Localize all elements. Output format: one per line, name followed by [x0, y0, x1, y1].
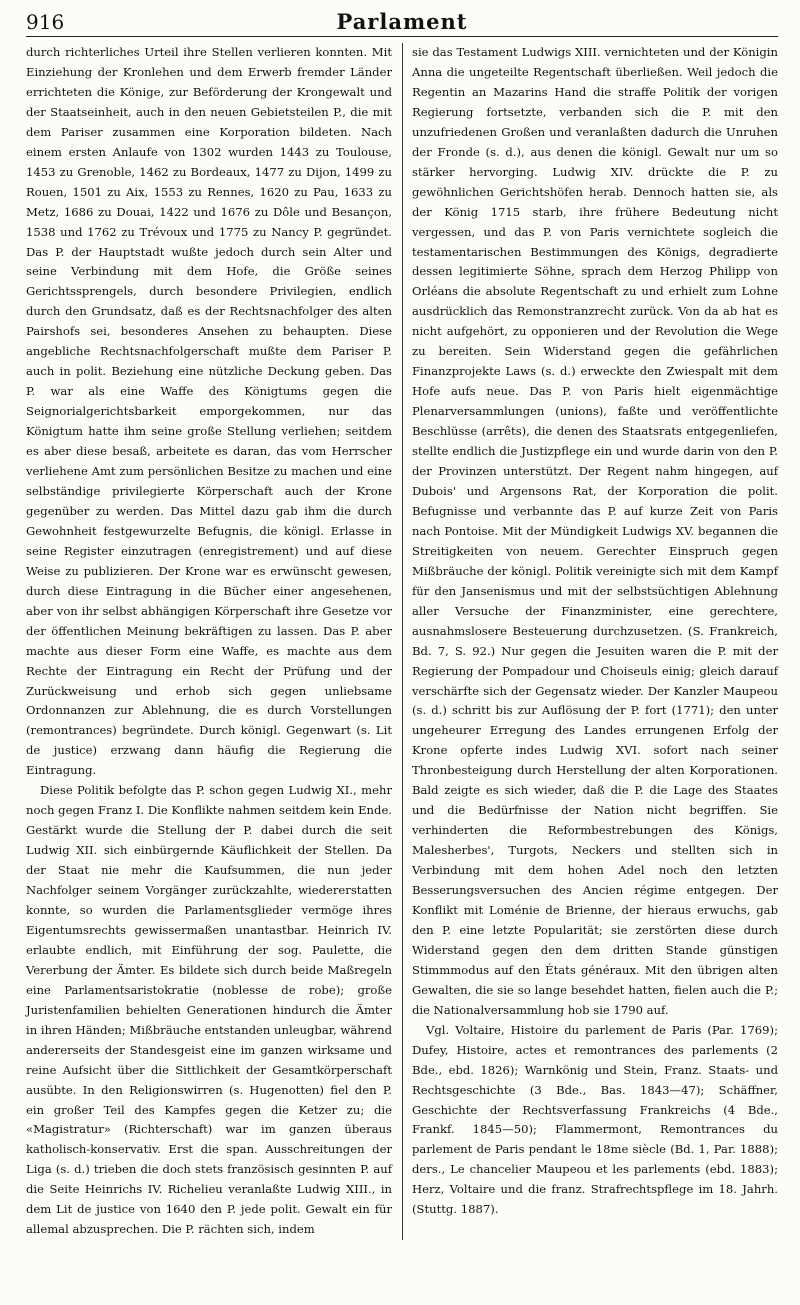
left-paragraph-2: Diese Politik befolgte das P. schon gegen Ludwig XI., mehr noch gegen Franz I. Die Konflikte nahmen seitdem kein Ende. Gestärkt wurde die Stellung der P. dabei durch die seit Ludwig XII. sich einbürgernde Käuflichkeit der Stellen. Da der Staat nie mehr die Kaufsummen, die nun jeder Nachfolger seinem Vorgänger zurückzahlte, wiedererstatten konnte, so wurden die Parlamentsglieder vermöge ihres Eigentumsrechts gewissermaßen unantastbar. Heinrich IV. erlaubte endlich, mit Einführung der sog. Paulette, die Vererbung der Ämter. Es bildete sich durch beide Maßregeln eine Parlamentsaristokratie (noblesse de robe); große Juristenfamilien behielten Generationen hindurch die Ämter in ihren Händen; Mißbräuche entstanden unleugbar, während andererseits der Standesgeist eine im ganzen wirksame und reine Aufsicht über die Sittlichkeit der Gesamtkörperschaft ausübte. In den Religionswirren (s. Hugenotten) fiel den P. ein großer Teil des Kampfes gegen die Ketzer zu; die «Magistratur» (Richterschaft) war im ganzen überaus katholisch-konservativ. Erst die span. Ausschreitungen der Liga (s. d.) trieben die doch stets französisch gesinnten P. auf die Seite Heinrichs IV. Richelieu veranlaßte Ludwig XIII., in dem Lit de justice von 1640 den P. jede polit. Gewalt ein für allemal abzusprechen. Die P. rächten sich, indem [26, 783, 392, 1237]
page-number: 916 [26, 10, 65, 34]
right-column [412, 43, 778, 1240]
running-head: Parlament [336, 9, 468, 34]
right-paragraph-1: sie das Testament Ludwigs XIII. vernichteten und der Königin Anna die ungeteilte Regentschaft überließen. Weil jedoch die Regentin an Mazarins Hand die straffe Politik der vorigen Regierung fortsetzte, verbanden sich die P. mit den unzufriedenen Großen und veranlaßten dadurch die Unruhen der Fronde (s. d.), aus denen die königl. Gewalt nur um so stärker hervorging. Ludwig XIV. drückte die P. zu gewöhnlichen Gerichtshöfen herab. Dennoch hatten sie, als der König 1715 starb, ihre frühere Bedeutung nicht vergessen, und das P. von Paris vernichtete sogleich die testamentarischen Bestimmungen des Königs, degradierte dessen legitimierte Söhne, sprach dem Herzog Philipp von Orléans die absolute Regentschaft zu und erhielt zum Lohne ausdrücklich das Remonstranzrecht zurück. Von da ab hat es nicht aufgehört, zu opponieren und der Revolution die Wege zu bereiten. Sein Widerstand gegen die gefährlichen Finanzprojekte Laws (s. d.) erweckte den Zwiespalt mit dem Hofe aufs neue. Das P. von Paris hielt eigenmächtige Plenarversammlungen (unions), faßte und veröffentlichte Beschlüsse (arrêts), die denen des Staatsrats entgegenliefen, stellte endlich die Justizpflege ein und wurde darin von den P. der Provinzen unterstützt. Der Regent nahm hingegen, auf Dubois' und Argensons Rat, der Korporation die polit. Befugnisse und verbannte das P. auf kurze Zeit von Paris nach Pontoise. Mit der Mündigkeit Ludwigs XV. begannen die Streitigkeiten von neuem. Gerechter Einspruch gegen Mißbräuche der königl. Politik vereinigte sich mit dem Kampf für den Jansenismus und mit der selbstsüchtigen Ablehnung aller Versuche der Finanzminister, eine gerechtere, ausnahmslosere Besteuerung durchzusetzen. (S. Frankreich, Bd. 7, S. 92.) Nur gegen die Jesuiten waren die P. mit der Regierung der Pompadour und Choiseuls einig; gleich darauf verschärfte sich der Gegensatz wieder. Der Kanzler Maupeou (s. d.) schritt bis zur Auflösung der P. fort (1771); den unter ungeheurer Erregung des Landes errungenen Erfolg der Krone opferte indes Ludwig XVI. sofort nach seiner Thronbesteigung durch Herstellung der alten Korporationen. Bald zeigte es sich wieder, daß die P. die Lage des Staates und die Bedürfnisse der Nation nicht begriffen. Sie verhinderten die Reformbestrebungen des Königs, Malesherbes', Turgots, Neckers und stellten sich in Verbindung mit dem hohen Adel noch den letzten Besserungsversuchen des Ancien régime entgegen. Der Konflikt mit Loménie de Brienne, der hieraus erwuchs, gab den P. eine letzte Popularität; sie zerstörten diese durch Widerstand gegen den dem dritten Stande günstigen Stimmmodus auf den États généraux. Mit den übrigen alten Gewalten, die sie so lange besehdet hatten, fielen auch die P.; die Nationalversammlung hob sie 1790 auf. [412, 45, 778, 1017]
left-paragraph-1: durch richterliches Urteil ihre Stellen verlieren konnten. Mit Einziehung der Kronlehen und dem Erwerb fremder Länder errichteten die Könige, zur Beförderung der Krongewalt und der Staatseinheit, auch in den neuen Gebietsteilen P., die mit dem Pariser zusammen eine Korporation bildeten. Nach einem ersten Anlaufe von 1302 wurden 1443 zu Toulouse, 1453 zu Grenoble, 1462 zu Bordeaux, 1477 zu Dijon, 1499 zu Rouen, 1501 zu Aix, 1553 zu Rennes, 1620 zu Pau, 1633 zu Metz, 1686 zu Douai, 1422 und 1676 zu Dôle und Besançon, 1538 und 1762 zu Trévoux und 1775 zu Nancy P. gegründet. Das P. der Hauptstadt wußte jedoch durch sein Alter und seine Verbindung mit dem Hofe, die Größe seines Gerichtssprengels, durch besondere Privilegien, endlich durch den Grundsatz, daß es der Rechtsnachfolger des alten Pairshofs sei, besonderes Ansehen zu behaupten. Diese angebliche Rechtsnachfolgerschaft mußte dem Pariser P. auch in polit. Beziehung eine nützliche Deckung geben. Das P. war als eine Waffe des Königtums gegen die Seignorialgerichtsbarkeit emporgekommen, nur das Königtum hatte ihm seine große Stellung verliehen; seitdem es aber diese besaß, arbeitete es daran, das vom Herrscher verliehene Amt zum persönlichen Besitze zu machen und eine selbständige privilegierte Körperschaft auch der Krone gegenüber zu werden. Das Mittel dazu gab ihm die durch Gewohnheit festgewurzelte Befugnis, die königl. Erlasse in seine Register einzutragen (enregistrement) und auf diese Weise zu publizieren. Der Krone war es erwünscht gewesen, durch diese Eintragung in die Bücher einer angesehenen, aber von ihr selbst abhängigen Körperschaft ihre Gesetze vor der öffentlichen Meinung bekräftigen zu lassen. Das P. aber machte aus dieser Form eine Waffe, es machte aus dem Rechte der Eintragung ein Recht der Prüfung und der Zurückweisung und erhob sich gegen unliebsame Ordonnanzen zur Ablehnung, die es durch Vorstellungen (remontrances) begründete. Durch königl. Gegenwart (s. Lit de justice) erzwang dann häufig die Regierung die Eintragung. [26, 45, 392, 778]
references-paragraph: Vgl. Voltaire, Histoire du parlement de Paris (Par. 1769); Dufey, Histoire, actes et remontrances des parlements (2 Bde., ebd. 1826); Warnkönig und Stein, Franz. Staats- und Rechtsgeschichte (3 Bde., Bas. 1843—47); Schäffner, Geschichte der Rechtsverfassung Frankreichs (4 Bde., Frankf. 1845—50); Flammermont, Remontrances du parlement de Paris pendant le 18me siècle (Bd. 1, Par. 1888); ders., Le chancelier Maupeou et les parlements (ebd. 1883); Herz, Voltaire und die franz. Strafrechtspflege im 18. Jahrh. (Stuttg. 1887). [412, 1022, 778, 1217]
left-column [26, 43, 392, 1240]
two-column-body [26, 43, 778, 1240]
column-divider [402, 43, 403, 1240]
page-header [26, 6, 778, 37]
